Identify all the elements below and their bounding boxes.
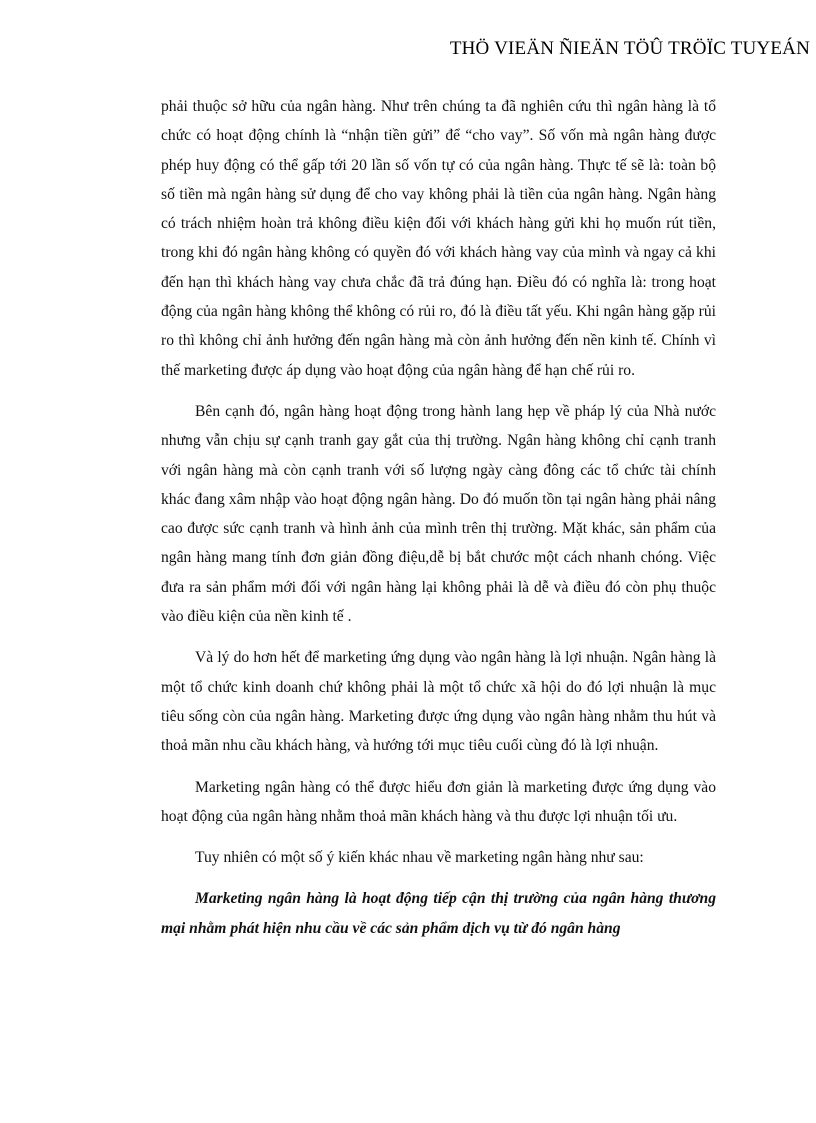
document-body	[161, 92, 716, 955]
paragraph-1: phải thuộc sở hữu của ngân hàng. Như trên chúng ta đã nghiên cứu thì ngân hàng là tổ chức có hoạt động chính là “nhận tiền gửi” để “cho vay”. Số vốn mà ngân hàng được phép huy động có thể gấp tới 20 lần số vốn tự có của ngân hàng. Thực tế sẽ là: toàn bộ số tiền mà ngân hàng sử dụng để cho vay không phải là tiền của ngân hàng. Ngân hàng có trách nhiệm hoàn trả không điều kiện đối với khách hàng gửi khi họ muốn rút tiền, trong khi đó ngân hàng không có quyền đó với khách hàng vay của mình và ngay cả khi đến hạn thì khách hàng vay chưa chắc đã trả đúng hạn. Điều đó có nghĩa là: trong hoạt động của ngân hàng không thể không có rủi ro, đó là điều tất yếu. Khi ngân hàng gặp rủi ro thì không chỉ ảnh hưởng đến ngân hàng mà còn ảnh hưởng đến nền kinh tế. Chính vì thế marketing được áp dụng vào hoạt động của ngân hàng để hạn chế rủi ro.	[161, 98, 716, 379]
paragraph-5: Tuy nhiên có một số ý kiến khác nhau về marketing ngân hàng như sau:	[195, 849, 644, 867]
paragraph-4: Marketing ngân hàng có thể được hiểu đơn giản là marketing được ứng dụng vào hoạt động của ngân hàng nhằm thoả mãn khách hàng và thu được lợi nhuận tối ưu.	[161, 778, 716, 825]
paragraph-6-definition: Marketing ngân hàng là hoạt động tiếp cận thị trường của ngân hàng thương mại nhằm phát hiện nhu cầu về các sản phẩm dịch vụ từ đó ngân hàng	[161, 890, 716, 937]
paragraph-3: Và lý do hơn hết để marketing ứng dụng vào ngân hàng là lợi nhuận. Ngân hàng là một tổ chức kinh doanh chứ không phải là một tổ chức xã hội do đó lợi nhuận là mục tiêu sống còn của ngân hàng. Marketing được ứng dụng vào ngân hàng nhằm thu hút và thoả mãn nhu cầu khách hàng, và hướng tới mục tiêu cuối cùng đó là lợi nhuận.	[161, 649, 716, 755]
page-header-title: THÖ VIEÄN ÑIEÄN TÖÛ TRÖÏC TUYEÁN	[449, 38, 810, 59]
paragraph-2: Bên cạnh đó, ngân hàng hoạt động trong hành lang hẹp về pháp lý của Nhà nước nhưng vẫn chịu sự cạnh tranh gay gắt của thị trường. Ngân hàng không chỉ cạnh tranh với ngân hàng mà còn cạnh tranh với số lượng ngày càng đông các tổ chức tài chính khác đang xâm nhập vào hoạt động ngân hàng. Do đó muốn tồn tại ngân hàng phải nâng cao được sức cạnh tranh và hình ảnh của mình trên thị trường. Mặt khác, sản phẩm của ngân hàng mang tính đơn giản đồng điệu,dễ bị bắt chước một cách nhanh chóng. Việc đưa ra sản phẩm mới đối với ngân hàng lại không phải là dễ và điều đó còn phụ thuộc vào điều kiện của nền kinh tế .	[161, 402, 716, 626]
